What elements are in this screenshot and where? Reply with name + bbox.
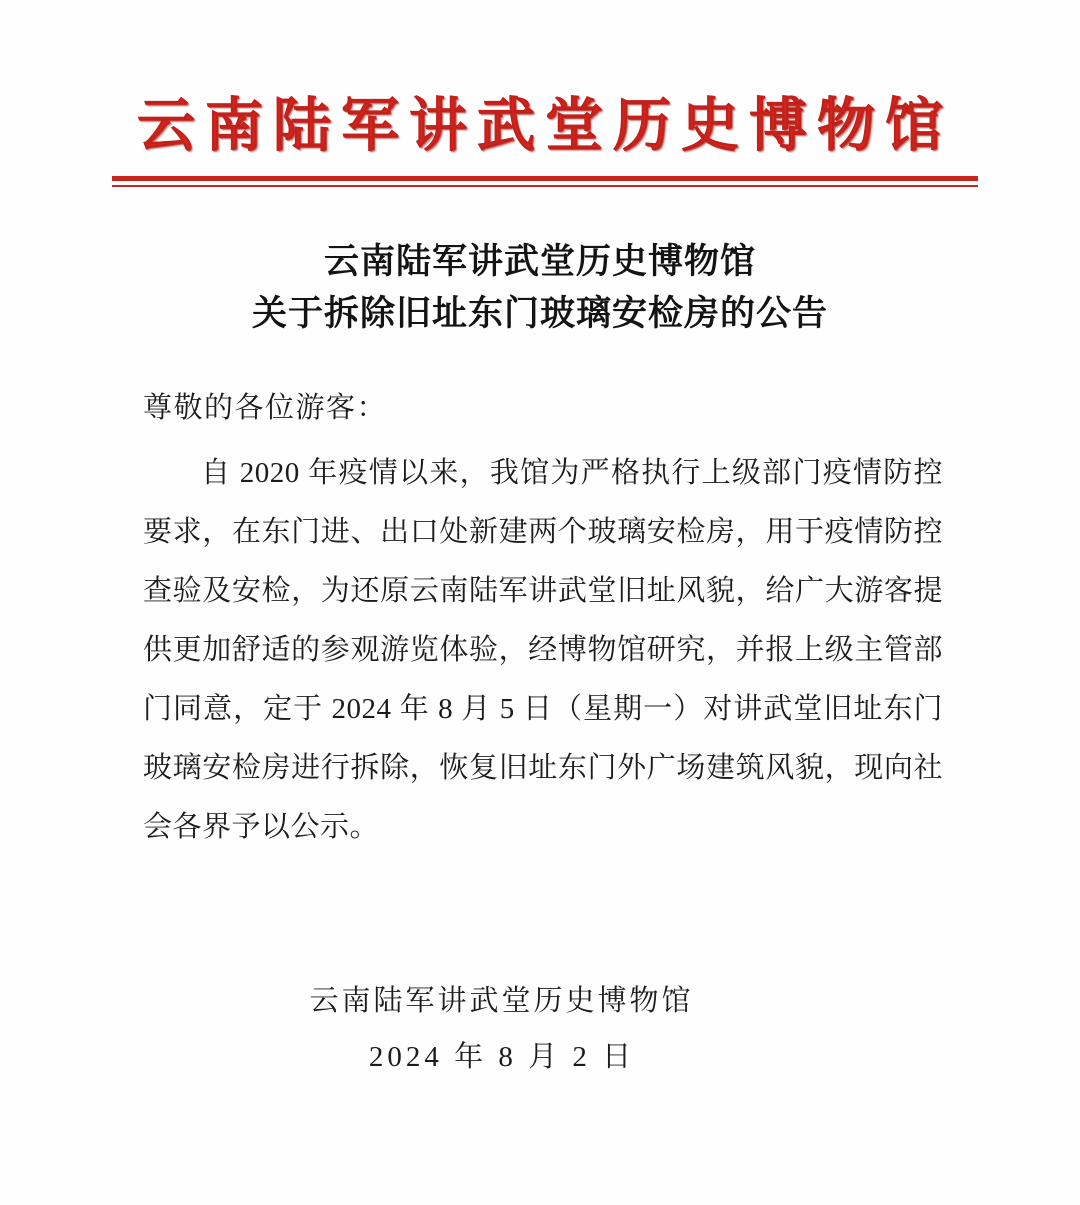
document-title-line-2: 关于拆除旧址东门玻璃安检房的公告: [251, 294, 828, 333]
masthead: [0, 93, 1080, 158]
document-title: [0, 236, 1080, 340]
masthead-rule-thin: [112, 185, 978, 187]
signature-organization: 云南陆军讲武堂历史博物馆: [309, 985, 694, 1017]
document-title-line-1: 云南陆军讲武堂历史博物馆: [323, 242, 756, 281]
document-body: [143, 386, 943, 857]
signature-date: 2024 年 8 月 2 日: [368, 1041, 636, 1073]
masthead-organization-title: 云南陆军讲武堂历史博物馆: [136, 93, 953, 158]
signature-block: [0, 978, 1080, 1080]
salutation: 尊敬的各位游客：: [143, 392, 388, 424]
masthead-double-rule: [112, 176, 978, 187]
body-paragraph: 自 2020 年疫情以来，我馆为严格执行上级部门疫情防控要求，在东门进、出口处新建两个玻璃安检房，用于疫情防控查验及安检，为还原云南陆军讲武堂旧址风貌，给广大游客提供更加舒适的参观游览体验，经博物馆研究，并报上级主管部门同意，定于 2024 年 8 月 5 日（星期一）对讲武堂旧址东门玻璃安检房进行拆除，恢复旧址东门外广场建筑风貌，现向社会各界予以公示。: [143, 457, 943, 843]
